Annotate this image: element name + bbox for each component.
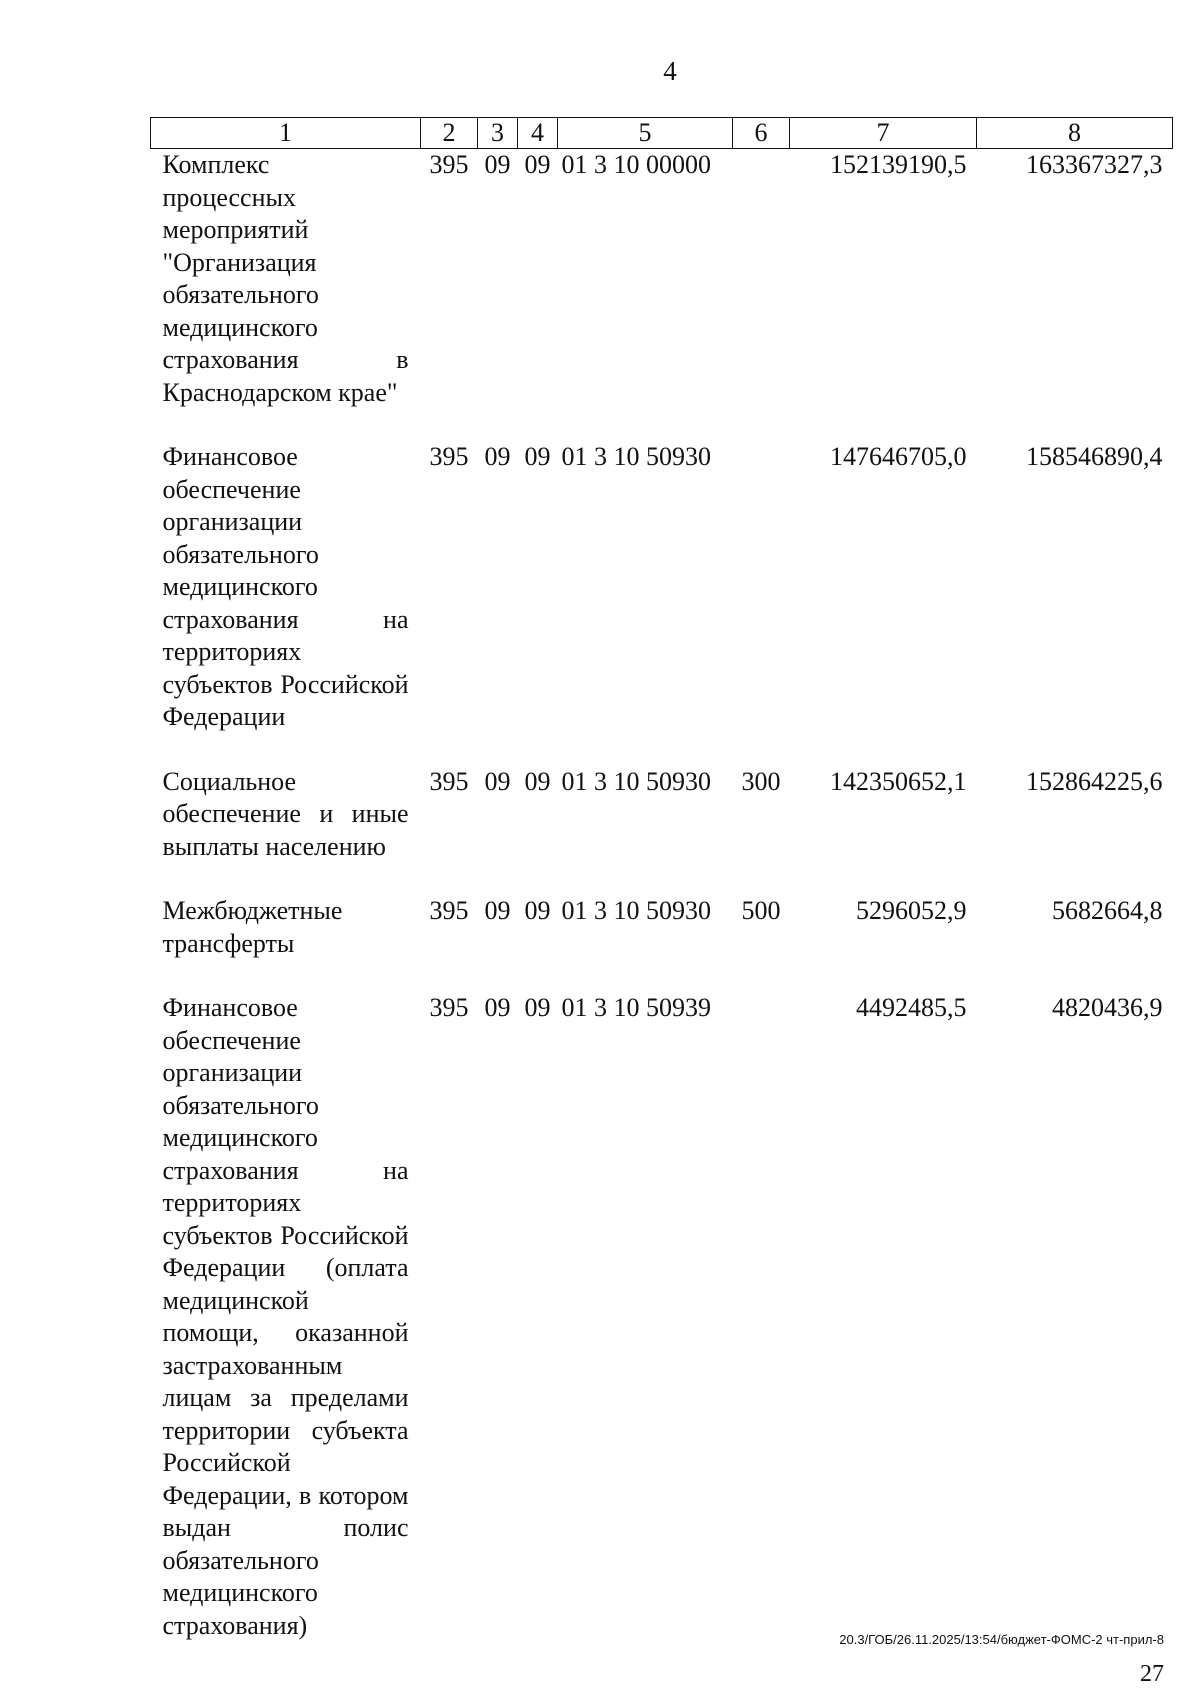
section-code: 09 [484,150,511,179]
amount-year-2: 158546890,4 [1026,442,1163,471]
document-stamp: 20.3/ГОБ/26.11.2025/13:54/бюджет-ФОМС-2 чт-прил-8 [839,1632,1164,1647]
row-name: Финансовое обеспечение организации обязательного медицинского страхования на территориях субъектов Российской Федерации [162,442,409,731]
amount-year-2: 163367327,3 [1026,150,1163,179]
sheet-number: 27 [1140,1661,1164,1687]
expense-type-code [733,149,790,410]
expense-type-code [733,441,790,734]
section-code: 09 [484,442,511,471]
column-number-2: 2 [421,118,478,149]
table-row [151,992,1173,1642]
expense-type-code [733,992,790,1642]
subsection-code: 09 [524,150,551,179]
amount-year-2: 4820436,9 [1052,993,1163,1022]
target-article-code: 01 3 10 50930 [561,766,711,796]
subsection-code: 09 [524,442,551,471]
table-row [151,441,1173,734]
amount-year-1: 152139190,5 [830,150,967,179]
column-number-5: 5 [558,118,733,149]
target-article-code: 01 3 10 00000 [561,150,711,179]
target-article-code: 01 3 10 50930 [561,442,711,471]
subsection-code: 09 [524,993,551,1022]
column-number-1: 1 [151,118,421,149]
page-number: 4 [663,56,677,86]
target-article-code: 01 3 10 50930 [561,896,711,925]
column-number-3: 3 [478,118,518,149]
ministry-code: 395 [429,150,469,179]
table-header-row [151,118,1173,149]
budget-table [150,117,1173,1642]
ministry-code: 395 [429,896,469,925]
subsection-code: 09 [524,896,551,925]
column-number-4: 4 [518,118,558,149]
row-name: Социальное обеспечение и иные выплаты населению [162,766,409,861]
target-article-code: 01 3 10 50939 [561,993,711,1022]
section-code: 09 [484,993,511,1022]
section-code: 09 [484,766,511,796]
ministry-code: 395 [429,442,469,471]
table-row [151,766,1173,864]
ministry-code: 395 [429,766,469,796]
amount-year-2: 5682664,8 [1052,896,1163,925]
row-name: Финансовое обеспечение организации обязательного медицинского страхования на территориях субъектов Российской Федерации (оплата медицинской помощи, оказанной застрахованным лицам за пределами территории субъекта Российской Федерации, в котором выдан полис обязательного медицинского страхования) [162,993,409,1640]
ministry-code: 395 [429,993,469,1022]
amount-year-1: 5296052,9 [856,896,967,925]
table-row [151,895,1173,960]
expense-type-code: 500 [741,896,781,925]
column-number-8: 8 [977,118,1173,149]
column-number-7: 7 [790,118,977,149]
row-name: Комплекс процессных мероприятий "Организация обязательного медицинского страхования в Краснодарском крае" [162,150,409,407]
table-row [151,149,1173,410]
amount-year-2: 152864225,6 [1026,766,1163,796]
column-number-6: 6 [733,118,790,149]
section-code: 09 [484,896,511,925]
expense-type-code: 300 [741,766,781,796]
subsection-code: 09 [524,766,551,796]
amount-year-1: 4492485,5 [856,993,967,1022]
row-name: Межбюджетные трансферты [162,896,343,958]
amount-year-1: 142350652,1 [830,766,967,796]
amount-year-1: 147646705,0 [830,442,967,471]
